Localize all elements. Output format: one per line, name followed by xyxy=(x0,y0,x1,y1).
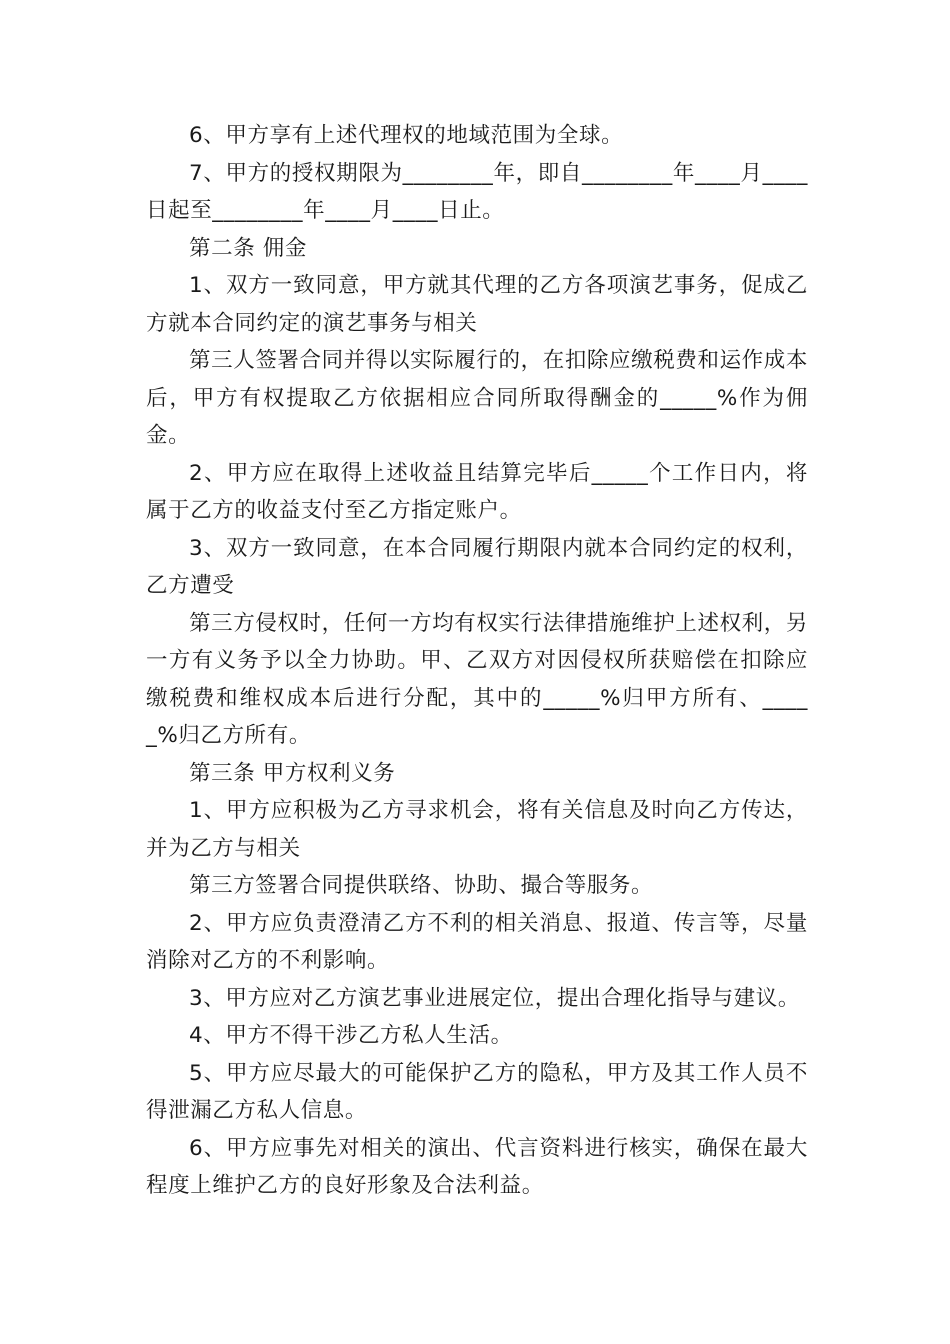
paragraph-commission-3: 3、双方一致同意，在本合同履行期限内就本合同约定的权利，乙方遭受 xyxy=(146,535,808,598)
paragraph-commission-2: 2、甲方应在取得上述收益且结算完毕后_____个工作日内，将属于乙方的收益支付至乙方指定账户。 xyxy=(146,460,808,523)
paragraph-duty-4: 4、甲方不得干涉乙方私人生活。 xyxy=(189,1023,513,1048)
paragraph-commission-1: 1、双方一致同意，甲方就其代理的乙方各项演艺事务，促成乙方就本合同约定的演艺事务与相关 xyxy=(146,273,808,336)
paragraph-duty-5: 5、甲方应尽最大的可能保护乙方的隐私，甲方及其工作人员不得泄漏乙方私人信息。 xyxy=(146,1060,808,1123)
paragraph-territory: 6、甲方享有上述代理权的地域范围为全球。 xyxy=(189,123,624,148)
paragraph-commission-1-cont: 第三人签署合同并得以实际履行的，在扣除应缴税费和运作成本后，甲方有权提取乙方依据相应合同所取得酬金的_____%作为佣金。 xyxy=(146,348,808,448)
paragraph-duty-6: 6、甲方应事先对相关的演出、代言资料进行核实，确保在最大程度上维护乙方的良好形象及合法利益。 xyxy=(146,1135,808,1198)
paragraph-term: 7、甲方的授权期限为________年，即自________年____月____日起至________年____月____日止。 xyxy=(146,160,808,223)
paragraph-duty-2: 2、甲方应负责澄清乙方不利的相关消息、报道、传言等，尽量消除对乙方的不利影响。 xyxy=(146,910,808,973)
paragraph-commission-3-cont: 第三方侵权时，任何一方均有权实行法律措施维护上述权利，另一方有义务予以全力协助。甲、乙双方对因侵权所获赔偿在扣除应缴税费和维权成本后进行分配，其中的_____%归甲方所有、_____%归乙方所有。 xyxy=(146,610,808,748)
document-body xyxy=(146,117,808,1205)
paragraph-duty-1: 1、甲方应积极为乙方寻求机会，将有关信息及时向乙方传达，并为乙方与相关 xyxy=(146,798,808,861)
paragraph-duty-1-cont: 第三方签署合同提供联络、协助、撮合等服务。 xyxy=(189,873,654,898)
section-heading-commission: 第二条 佣金 xyxy=(189,235,307,261)
section-heading-party-a-duties: 第三条 甲方权利义务 xyxy=(189,760,396,786)
paragraph-duty-3: 3、甲方应对乙方演艺事业进展定位，提出合理化指导与建议。 xyxy=(189,985,800,1011)
